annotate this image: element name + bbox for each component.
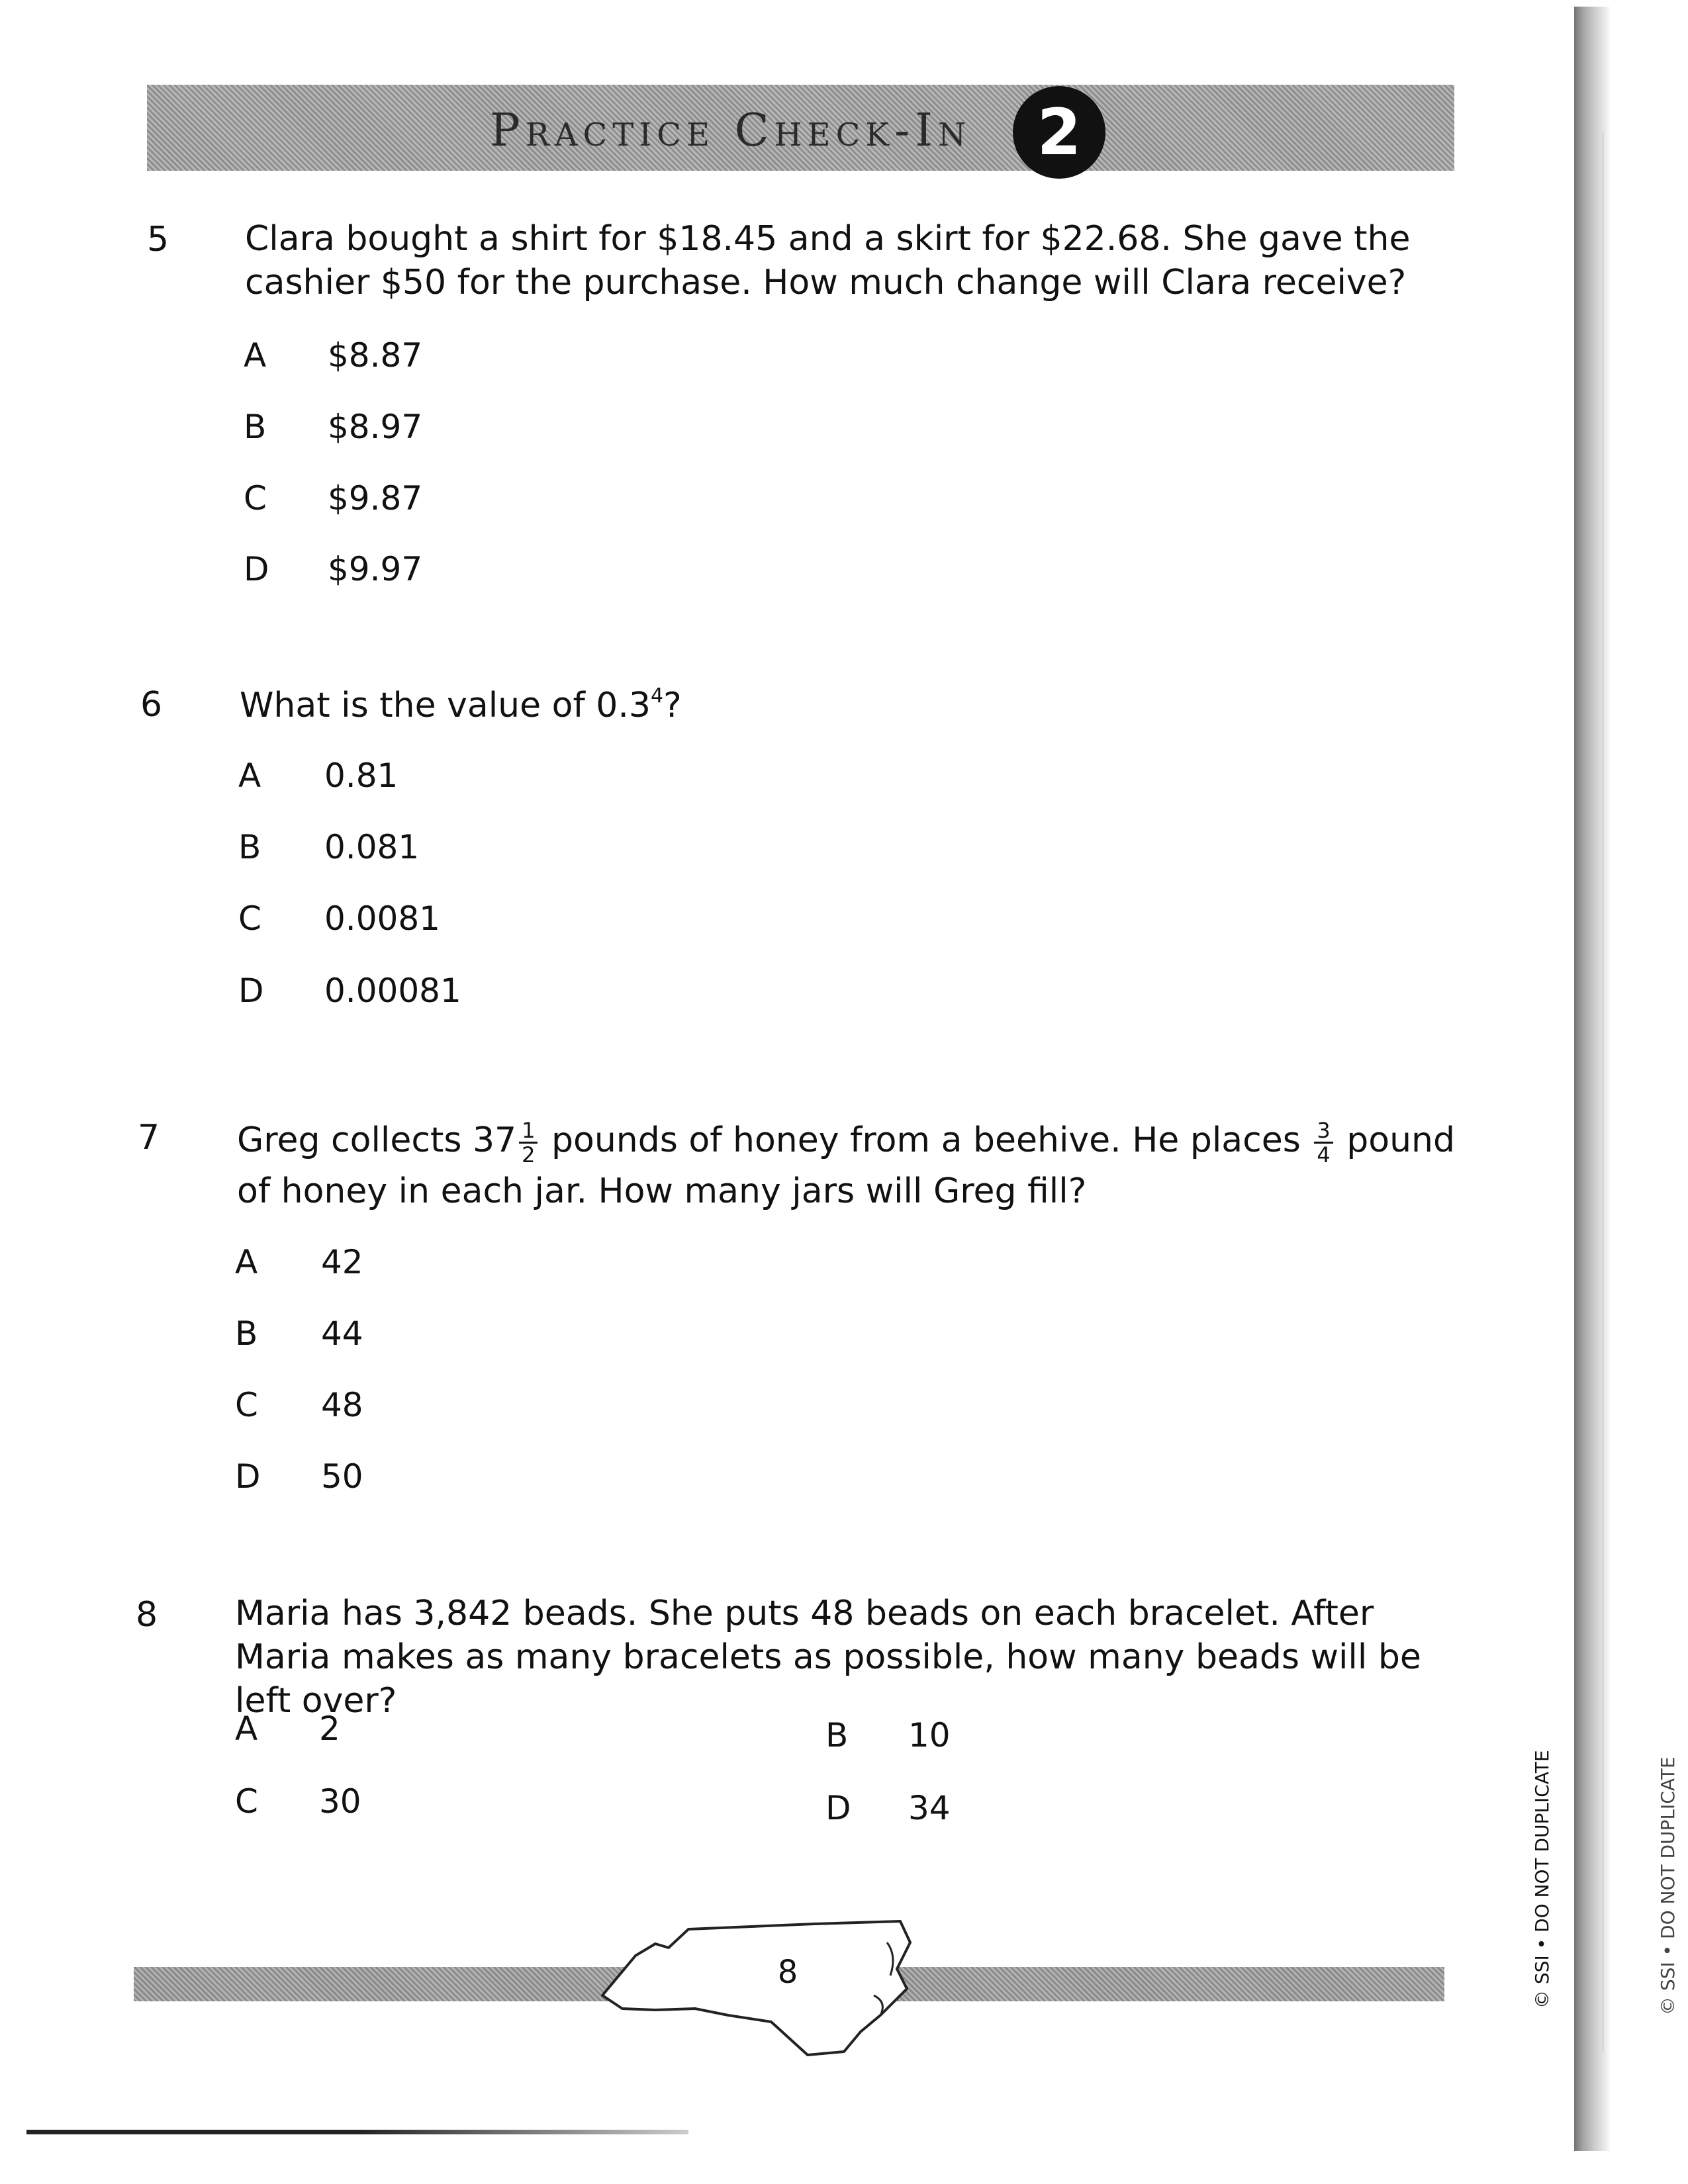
copyright-notice-bleed: © SSI • DO NOT DUPLICATE xyxy=(1657,1756,1679,2015)
scan-edge-shadow xyxy=(1574,7,1611,2151)
state-map-icon xyxy=(596,1916,927,2062)
option-letter[interactable]: D xyxy=(825,1789,851,1827)
option-value[interactable]: 30 xyxy=(319,1782,361,1821)
mixed-fraction xyxy=(519,1119,538,1166)
option-letter[interactable]: A xyxy=(238,756,261,795)
option-value[interactable]: 2 xyxy=(319,1709,340,1748)
option-value[interactable]: 44 xyxy=(321,1314,363,1353)
option-value[interactable]: 0.81 xyxy=(324,756,399,795)
question-text: Clara bought a shirt for $18.45 and a skirt for $22.68. She gave the cashier $50 for the purchase. How much change will Clara receive? xyxy=(245,219,1411,302)
header-title: Practice Check-In xyxy=(490,105,971,157)
option-letter[interactable]: C xyxy=(238,899,261,938)
option-letter[interactable]: C xyxy=(244,479,267,518)
fraction-numerator: 1 xyxy=(519,1119,538,1144)
question-text-part: What is the value of 0.3 xyxy=(240,686,651,725)
fraction-numerator: 3 xyxy=(1314,1119,1333,1144)
option-letter[interactable]: C xyxy=(235,1386,258,1424)
option-letter[interactable]: D xyxy=(238,972,264,1010)
option-letter[interactable]: D xyxy=(235,1457,261,1496)
option-value[interactable]: 0.081 xyxy=(324,828,420,866)
question-text-part: pound of honey in each jar. How many jars will Greg fill? xyxy=(237,1120,1455,1211)
option-value[interactable]: 10 xyxy=(908,1716,951,1754)
fraction-denominator: 2 xyxy=(522,1142,536,1167)
option-letter[interactable]: B xyxy=(235,1314,258,1353)
option-value[interactable]: $8.97 xyxy=(328,408,423,446)
option-letter[interactable]: A xyxy=(235,1709,258,1748)
question-number: 6 xyxy=(140,685,163,725)
option-letter[interactable]: B xyxy=(238,828,261,866)
option-letter[interactable]: A xyxy=(235,1243,258,1281)
question-text xyxy=(240,684,1471,727)
question-number: 7 xyxy=(138,1118,160,1158)
question-number: 5 xyxy=(147,220,169,259)
option-value[interactable]: $8.87 xyxy=(328,336,423,375)
header-badge: 2 xyxy=(1013,86,1105,179)
option-letter[interactable]: B xyxy=(244,408,267,446)
option-value[interactable]: $9.97 xyxy=(328,550,423,588)
option-letter[interactable]: D xyxy=(244,550,269,588)
copyright-notice: © SSI • DO NOT DUPLICATE xyxy=(1531,1750,1553,2009)
question-text: Maria has 3,842 beads. She puts 48 beads on each bracelet. After Maria makes as many bracelets as possible, how many beads will be left over? xyxy=(235,1594,1421,1721)
exponent: 4 xyxy=(651,684,664,707)
option-value[interactable]: $9.87 xyxy=(328,479,423,518)
option-value[interactable]: 50 xyxy=(321,1457,363,1496)
question-text-part: pounds of honey from a beehive. He places xyxy=(540,1120,1312,1160)
option-letter[interactable]: A xyxy=(244,336,267,375)
bottom-edge-line xyxy=(26,2130,688,2134)
option-value[interactable]: 48 xyxy=(321,1386,363,1424)
fraction xyxy=(1314,1119,1333,1166)
page-number: 8 xyxy=(777,1954,798,1991)
question-number: 8 xyxy=(136,1595,158,1635)
option-value[interactable]: 0.0081 xyxy=(324,899,440,938)
option-letter[interactable]: C xyxy=(235,1782,258,1821)
question-text xyxy=(237,1115,1468,1216)
question-text-part: ? xyxy=(663,686,682,725)
fraction-denominator: 4 xyxy=(1317,1142,1331,1167)
option-value[interactable]: 34 xyxy=(908,1789,951,1827)
question-text-part: Greg collects 37 xyxy=(237,1120,517,1160)
option-value[interactable]: 0.00081 xyxy=(324,972,461,1010)
option-value[interactable]: 42 xyxy=(321,1243,363,1281)
scan-line xyxy=(1602,132,1604,2052)
option-letter[interactable]: B xyxy=(825,1716,849,1754)
